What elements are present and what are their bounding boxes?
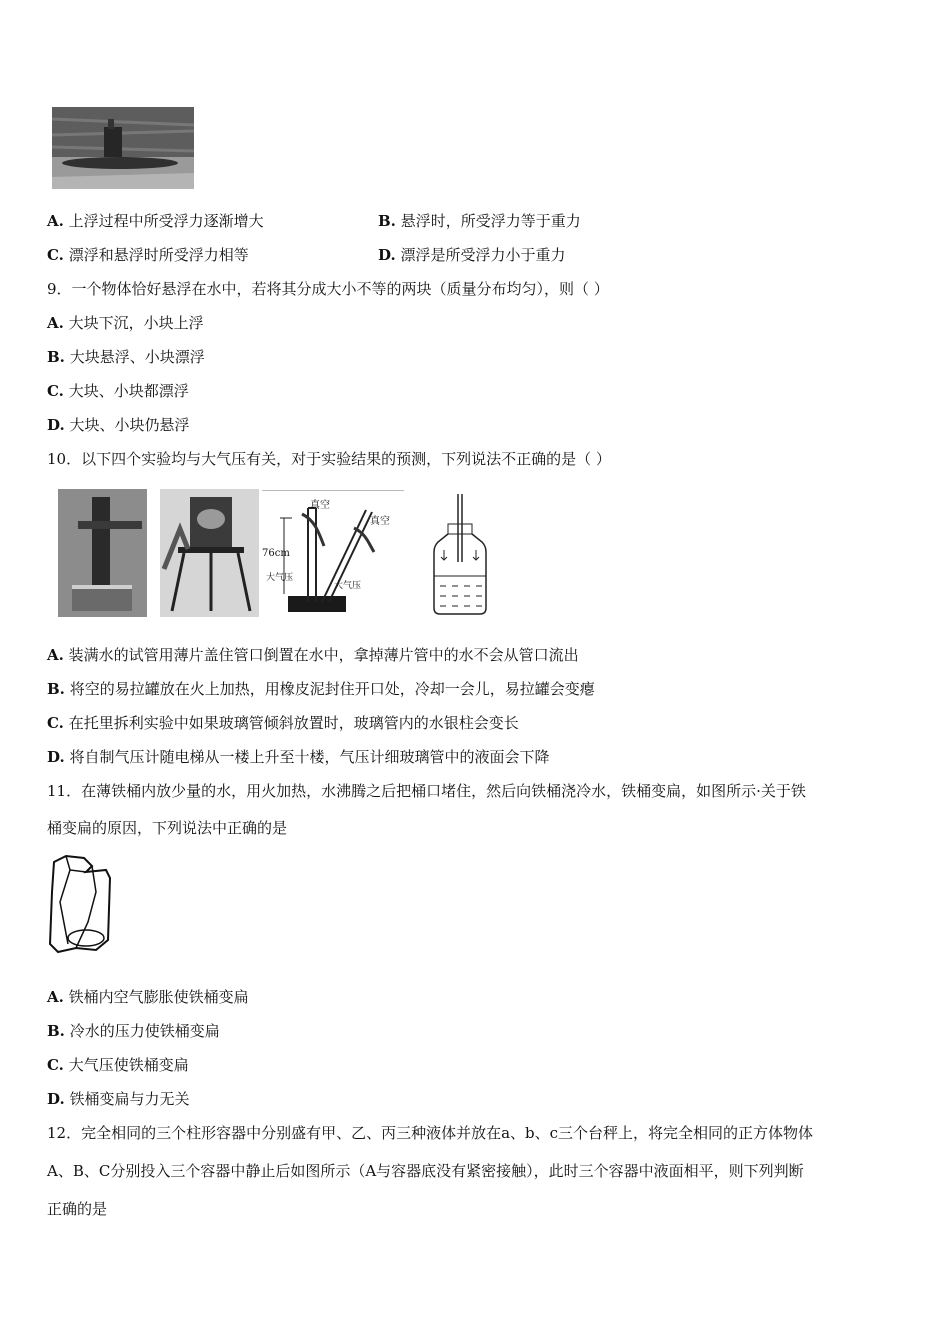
q10-option-b: B. 将空的易拉罐放在火上加热，用橡皮泥封住开口处，冷却一会儿，易拉罐会变瘪 (47, 680, 595, 698)
q12-stem-line2: A、B、C分别投入三个容器中静止后如图所示（A与容器底没有紧密接触），此时三个容器中液面相平，则下列判断 (47, 1162, 804, 1180)
atm-label-left: 大气压 (266, 573, 294, 583)
height-label: 76cm (262, 548, 290, 559)
q11-option-a: A. 铁桶内空气膨胀使铁桶变扁 (47, 988, 249, 1006)
atm-label-right: 大气压 (334, 581, 362, 591)
barometer-bottle-diagram (424, 490, 496, 618)
q9-option-b: B. 大块悬浮、小块漂浮 (47, 348, 205, 366)
q9-option-c: C. 大块、小块都漂浮 (47, 382, 189, 400)
q8-option-a: A. 上浮过程中所受浮力逐渐增大 (47, 212, 264, 230)
can-heating-photo (160, 489, 259, 617)
submarine-figure (52, 107, 194, 189)
vacuum-label-left: 真空 (310, 500, 330, 511)
test-tube-photo (58, 489, 147, 617)
q10-option-d: D. 将自制气压计随电梯从一楼上升至十楼，气压计细玻璃管中的液面会下降 (47, 748, 550, 766)
q11-option-b: B. 冷水的压力使铁桶变扁 (47, 1022, 220, 1040)
q11-option-d: D. 铁桶变扁与力无关 (47, 1090, 190, 1108)
q9-option-a: A. 大块下沉，小块上浮 (47, 314, 204, 332)
q8-option-b: B. 悬浮时，所受浮力等于重力 (378, 212, 581, 230)
q10-option-a: A. 装满水的试管用薄片盖住管口倒置在水中，拿掉薄片管中的水不会从管口流出 (47, 646, 579, 664)
q11-stem-line2: 桶变扁的原因，下列说法中正确的是 (47, 819, 288, 837)
q11-option-c: C. 大气压使铁桶变扁 (47, 1056, 189, 1074)
q8-option-c: C. 漂浮和悬浮时所受浮力相等 (47, 246, 249, 264)
q12-stem-line3: 正确的是 (47, 1200, 108, 1218)
vacuum-label-right: 真空 (370, 516, 390, 527)
q10-option-c: C. 在托里拆利实验中如果玻璃管倾斜放置时，玻璃管内的水银柱会变长 (47, 714, 519, 732)
crushed-bucket-figure (46, 852, 116, 956)
q9-option-d: D. 大块、小块仍悬浮 (47, 416, 190, 434)
q9-stem: 9．一个物体恰好悬浮在水中，若将其分成大小不等的两块（质量分布均匀），则（ ） (47, 280, 609, 298)
q12-stem-line1: 12．完全相同的三个柱形容器中分别盛有甲、乙、丙三种液体并放在a、b、c三个台秤上，将完全相同的正方体物体 (47, 1124, 814, 1142)
torricelli-diagram (262, 490, 404, 618)
q10-stem: 10．以下四个实验均与大气压有关，对于实验结果的预测，下列说法不正确的是（ ） (47, 450, 611, 468)
q8-option-d: D. 漂浮是所受浮力小于重力 (378, 246, 566, 264)
q11-stem-line1: 11．在薄铁桶内放少量的水，用火加热，水沸腾之后把桶口堵住，然后向铁桶浇冷水，铁桶变扁，如图所示·关于铁 (47, 782, 806, 800)
